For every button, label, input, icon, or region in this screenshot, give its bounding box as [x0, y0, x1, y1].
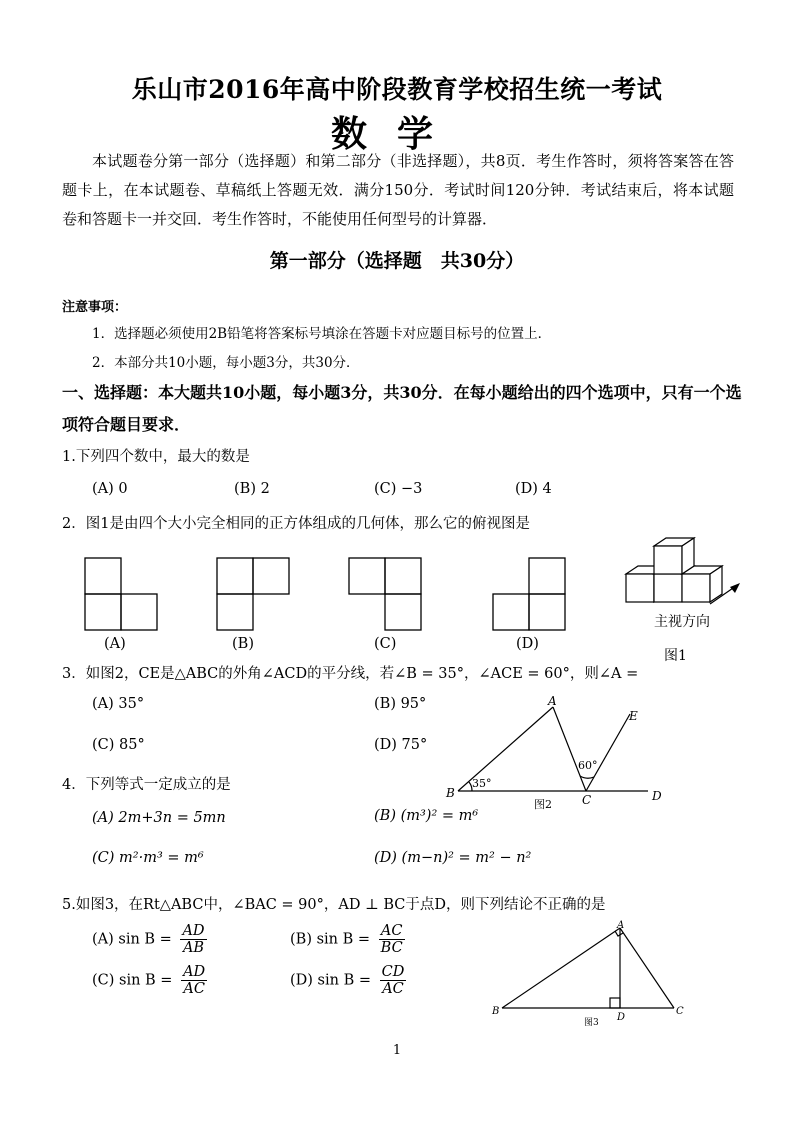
question-2-option-d: (D): [516, 636, 539, 652]
part-title: 第一部分（选择题 共30分）: [269, 250, 525, 272]
point-label: D: [617, 1012, 626, 1023]
question-1-option-c: (C) −3: [374, 481, 423, 497]
question-2-option-c: (C): [374, 636, 397, 652]
fraction-numerator: AD: [183, 964, 206, 980]
note-item: 2．本部分共10小题，每小题3分，共30分．: [92, 355, 360, 371]
point-label: B: [492, 1006, 500, 1017]
question-3-option-d: (D) 75°: [374, 737, 428, 753]
view-direction-arrow: [706, 578, 746, 608]
angle-label: 60°: [578, 759, 598, 772]
question-3-option-c: (C) 85°: [92, 737, 145, 753]
question-2-stem: 2．图1是由四个大小完全相同的正方体组成的几何体，那么它的俯视图是: [62, 516, 530, 532]
question-5-option-a: [92, 923, 207, 956]
fraction-denominator: AC: [382, 981, 404, 997]
fraction-denominator: AB: [182, 940, 205, 956]
figure-2-label: 图2: [534, 798, 552, 811]
question-4-option-d: (D) (m−n)² = m² − n²: [374, 850, 532, 866]
question-4-option-c: (C) m²·m³ = m⁶: [92, 850, 204, 866]
question-4-option-b: (B) (m³)² = m⁶: [374, 808, 479, 824]
question-2-figure-b: [212, 555, 292, 635]
fraction-denominator: AC: [183, 981, 205, 997]
figure-3-right-triangle: [486, 918, 696, 1030]
view-direction-label: 主视方向: [654, 614, 710, 630]
fraction-numerator: AC: [379, 923, 405, 940]
angle-label: 35°: [472, 777, 492, 790]
figure-2-triangle: [440, 694, 680, 814]
question-3-stem: 3．如图2，CE是△ABC的外角∠ACD的平分线，若∠B = 35°，∠ACE = 60°，则∠A =: [62, 666, 639, 682]
question-2-figure-a: [80, 555, 160, 635]
question-1-option-d: (D) 4: [515, 481, 552, 497]
point-label: A: [617, 920, 625, 931]
point-label: C: [582, 793, 592, 807]
question-2-option-b: (B): [232, 636, 254, 652]
question-4-stem: 4．下列等式一定成立的是: [62, 777, 231, 793]
fraction-denominator: BC: [380, 940, 403, 956]
question-5-option-c: [92, 964, 207, 997]
question-5-stem: 5.如图3，在Rt△ABC中，∠BAC = 90°，AD ⊥ BC于点D，则下列结论不正确的是: [62, 897, 606, 913]
point-label: D: [652, 789, 662, 803]
fraction-numerator: CD: [381, 964, 405, 980]
option-label: (A) sin B =: [92, 931, 172, 948]
figure-3-label: 图3: [584, 1018, 599, 1028]
section-heading: 一、选择题：本大题共10小题，每小题3分，共30分．在每小题给出的四个选项中，只有一个选项符合题目要求．: [62, 383, 742, 434]
note-item: 1．选择题必须使用2B铅笔将答案标号填涂在答题卡对应题目标号的位置上．: [92, 326, 552, 342]
intro-paragraph: 本试题卷分第一部分（选择题）和第二部分（非选择题），共8页．考生作答时，须将答案答在答题卡上，在本试题卷、草稿纸上答题无效．满分150分．考试时间120分钟．考试结束后，将本试题卷和答题卡一并交回．考生作答时，不能使用任何型号的计算器．: [62, 152, 734, 228]
page-number: 1: [392, 1043, 402, 1058]
point-label: E: [629, 709, 638, 723]
subject-title: 数学: [330, 113, 463, 155]
figure-1-label: 图1: [664, 648, 687, 664]
question-2-figure-d: [488, 555, 568, 635]
option-label: (B) sin B =: [290, 931, 371, 948]
question-5-option-d: [290, 964, 406, 997]
point-label: A: [548, 694, 557, 708]
fraction-numerator: AD: [182, 923, 205, 939]
point-label: B: [446, 786, 455, 800]
question-1-option-b: (B) 2: [234, 481, 270, 497]
question-5-option-b: [290, 923, 405, 956]
question-4-option-a: (A) 2m+3n = 5mn: [92, 810, 226, 826]
question-1-stem: 1.下列四个数中，最大的数是: [62, 449, 250, 465]
option-label: (C) sin B =: [92, 972, 173, 989]
question-3-option-a: (A) 35°: [92, 696, 145, 712]
question-3-option-b: (B) 95°: [374, 696, 427, 712]
question-1-option-a: (A) 0: [92, 481, 128, 497]
notes-heading: 注意事项：: [62, 300, 128, 315]
question-2-figure-c: [344, 555, 424, 635]
exam-title: 乐山市2016年高中阶段教育学校招生统一考试: [131, 75, 663, 104]
point-label: C: [676, 1006, 684, 1017]
question-2-option-a: (A): [104, 636, 126, 652]
option-label: (D) sin B =: [290, 972, 371, 989]
